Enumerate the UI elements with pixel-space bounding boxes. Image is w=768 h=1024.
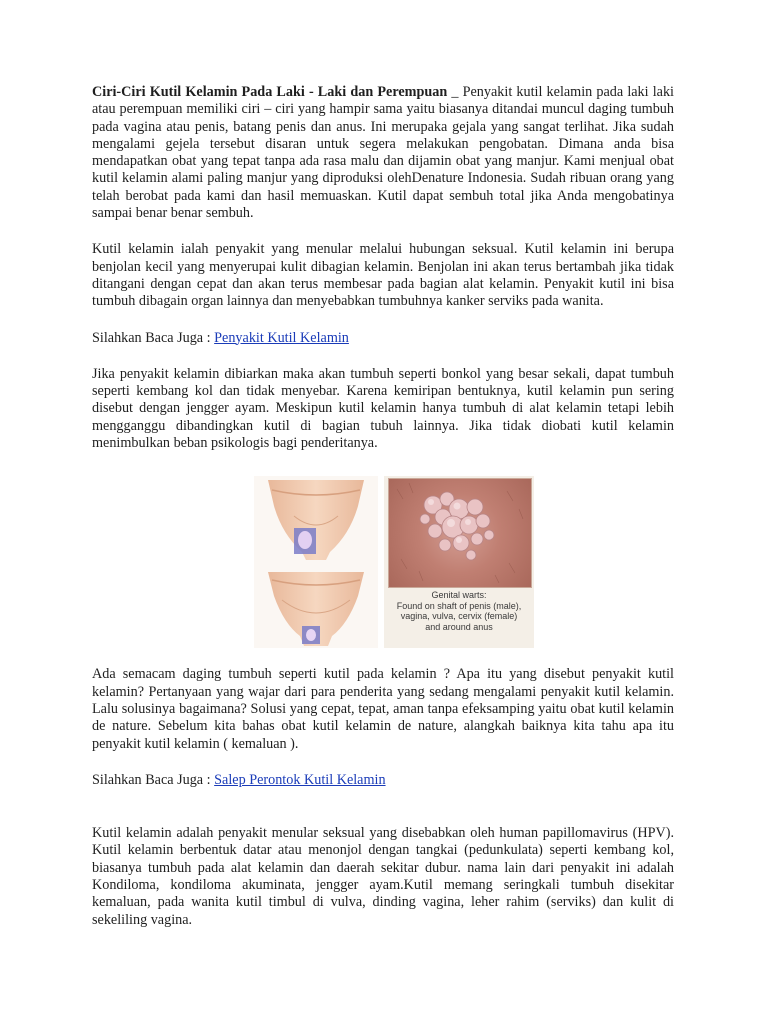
caption-line-1: Genital warts: bbox=[431, 590, 487, 600]
article-title: Ciri-Ciri Kutil Kelamin Pada Laki - Laki dan Perempuan bbox=[92, 84, 448, 100]
link-penyakit-kutil-kelamin[interactable]: Penyakit Kutil Kelamin bbox=[214, 329, 349, 346]
caption-line-3: vagina, vulva, cervix (female) bbox=[400, 611, 518, 621]
warts-cluster bbox=[389, 479, 531, 587]
paragraph-hpv: Kutil kelamin adalah penyakit menular seksual yang disebabkan oleh human papillomavirus (HPV). Kutil kelamin berbentuk datar atau menonjol dengan tangkai (pedunkulata) seperti kembang kol, biasanya tumbuh pada alat kelamin dan daerah sekitar dubur. nama lain dari penyakit ini adalah Kondiloma, kondiloma akuminata, jengger ayam.Kutil memang seringkali tumbuh disekitar kemaluan, pada wanita kutil timbul di vulva, dinding vagina, leher rahim (serviks) dan kulit di sekeliling vagina. bbox=[92, 825, 674, 928]
anatomy-illustration bbox=[254, 476, 378, 648]
caption-line-2: Found on shaft of penis (male), bbox=[396, 600, 522, 611]
figure-caption bbox=[384, 590, 534, 632]
anatomy-drawing bbox=[254, 476, 378, 648]
genital-warts-figure bbox=[254, 476, 534, 648]
paragraph-symptoms: Jika penyakit kelamin dibiarkan maka akan tumbuh seperti bonkol yang besar sekali, dapat tumbuh seperti kembang kol dan tidak menyebar. Karena kemiripan bentuknya, kutil kelamin pun sering disebut dengan jengger ayam. Meskipun kutil kelamin hanya tumbuh di alat kelamin tetapi lebih mengganggu dibandingkan kutil di bagian tubuh lainnya. Jika tidak diobati kutil kelamin menimbulkan beban psikologis bagi penderitanya. bbox=[92, 365, 674, 452]
intro-text: _ Penyakit kutil kelamin pada laki laki atau perempuan memiliki ciri – ciri yang hampir sama yaitu biasanya ditandai muncul daging tumbuh pada vagina atau penis, batang penis dan anus. Ini merupaka gejala yang sangat terlihat. Jika sudah mengalami gejela tersebut disaran untuk segera melakukan pengobatan. Dimana anda bisa mendapatkan obat yang tepat tanpa ada rasa malu dan dijamin obat yang manjur. Kami menjual obat kutil kelamin alami paling manjur yang diproduksi olehDenature Indonesia. Sudah ribuan orang yang telah berobat pada kami dan hasil memuaskan. Kutil dapat sembuh total jika Anda mengobatinya sampai benar benar sembuh. bbox=[92, 84, 674, 222]
read-also-1-prefix: Silahkan Baca Juga : bbox=[92, 329, 215, 346]
paragraph-question: Ada semacam daging tumbuh seperti kutil pada kelamin ? Apa itu yang disebut penyakit kutil kelamin? Pertanyaan yang wajar dari para penderita yang sedang mengalami penyakit kutil kelamin. Lalu solusinya bagaimana? Solusi yang cepat, tepat, aman tanpa efeksamping yaitu obat kutil kelamin de nature. Sebelum kita bahas obat kutil kelamin de nature, alangkah baiknya kita tahu apa itu penyakit kutil kelamin ( kemaluan ). bbox=[92, 666, 674, 752]
read-also-1 bbox=[92, 330, 674, 347]
link-salep-perontok[interactable]: Salep Perontok Kutil Kelamin bbox=[214, 771, 386, 788]
caption-line-4: and around anus bbox=[425, 621, 493, 632]
read-also-2-prefix: Silahkan Baca Juga : bbox=[92, 771, 215, 788]
warts-photo bbox=[388, 478, 532, 588]
warts-closeup-panel bbox=[384, 476, 534, 648]
read-also-2 bbox=[92, 772, 674, 789]
paragraph-intro bbox=[92, 84, 674, 222]
paragraph-definition: Kutil kelamin ialah penyakit yang menular melalui hubungan seksual. Kutil kelamin ini berupa benjolan kecil yang menyerupai kulit dibagian kelamin. Benjolan ini akan terus bertambah jika tidak ditangani dengan cepat dan akan terus membesar pada bagian alat kelamin. Penyakit kutil ini bisa tumbuh dibagain organ lainnya dan menyebabkan tumbuhnya kanker serviks pada wanita. bbox=[92, 241, 674, 310]
